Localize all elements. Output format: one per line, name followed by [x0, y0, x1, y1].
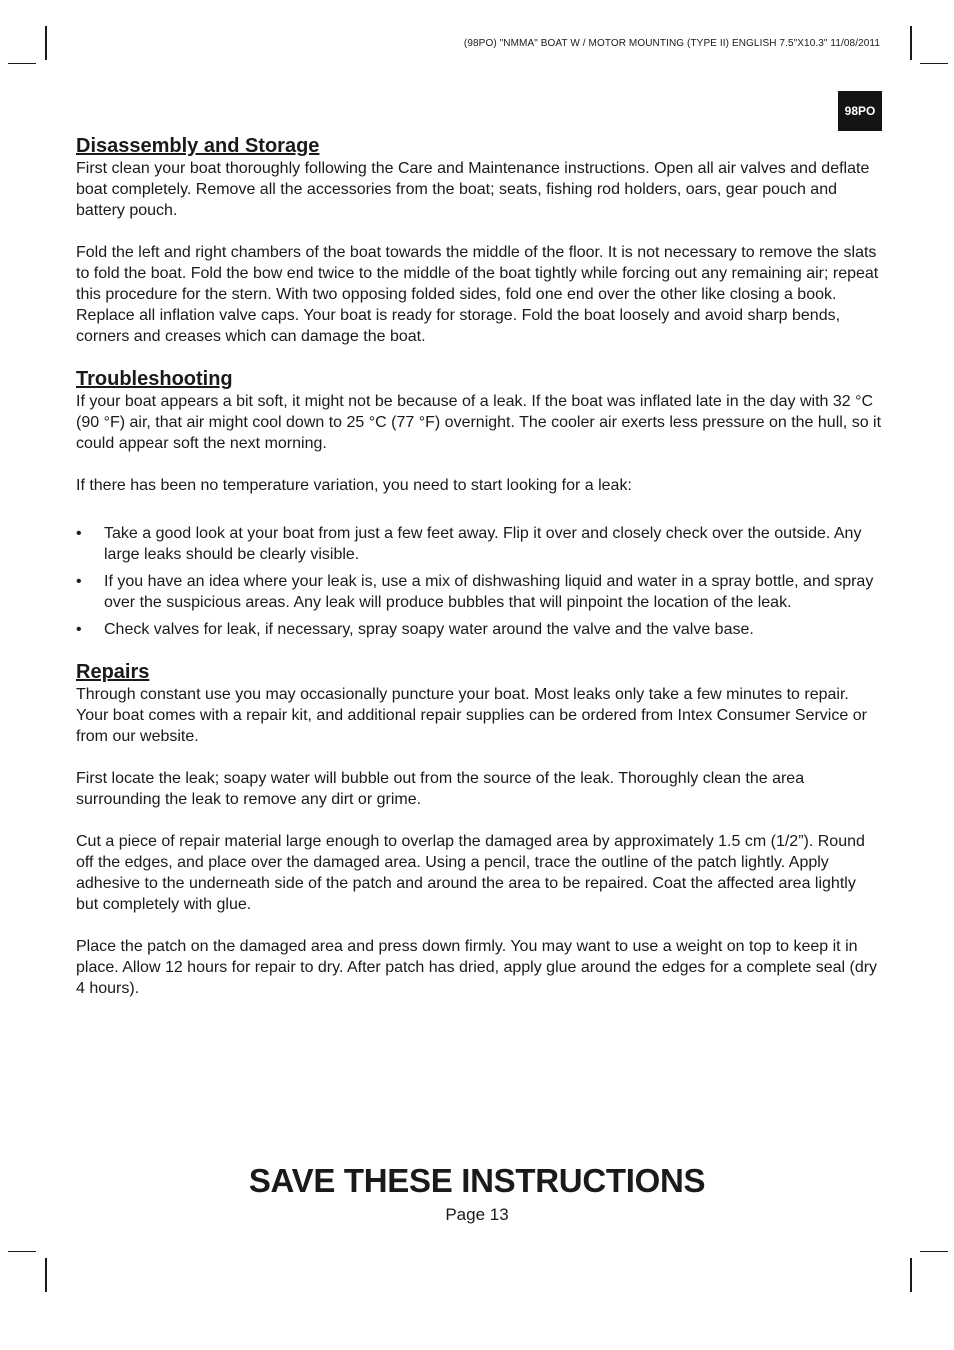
- paragraph: First locate the leak; soapy water will bubble out from the source of the leak. Thoroughly clean the area surrounding the leak to remove any dirt or grime.: [76, 770, 805, 808]
- paragraph: First clean your boat thoroughly following the Care and Maintenance instructions. Open all air valves and deflate boat completely. Remove all the accessories from the boat; seats, fishing rod holders, oars, gear pouch and battery pouch.: [76, 160, 870, 219]
- bullet-icon: •: [76, 525, 82, 542]
- leak-check-list: [76, 523, 882, 640]
- paragraph: Fold the left and right chambers of the boat towards the middle of the floor. It is not necessary to remove the slats to fold the boat. Fold the bow end twice to the middle of the boat tightly while forcing out any remaining air; repeat this procedure for the stern. With two opposing folded sides, fold one end over the other like closing a book. Replace all inflation valve caps. Your boat is ready for storage. Fold the boat loosely and avoid sharp bends, corners and creases which can damage the boat.: [76, 244, 879, 345]
- list-item: [76, 571, 882, 613]
- section-disassembly: [76, 134, 882, 347]
- bullet-icon: •: [76, 573, 82, 590]
- crop-mark: [920, 1251, 948, 1252]
- paragraph: Place the patch on the damaged area and press down firmly. You may want to use a weight on top to keep it in place. Allow 12 hours for repair to dry. After patch has dried, apply glue around the edges for a complete seal (dry 4 hours).: [76, 938, 878, 997]
- section-title-repairs: Repairs: [76, 661, 150, 683]
- document-meta-line: (98PO) "NMMA" BOAT W / MOTOR MOUNTING (TYPE II) ENGLISH 7.5"X10.3" 11/08/2011: [463, 38, 880, 49]
- crop-mark: [8, 1251, 36, 1252]
- crop-mark: [920, 63, 948, 64]
- crop-mark: [8, 63, 36, 64]
- paragraph: If there has been no temperature variation, you need to start looking for a leak:: [76, 477, 632, 494]
- crop-mark: [910, 1258, 912, 1292]
- language-tab: 98PO: [838, 91, 882, 131]
- bullet-icon: •: [76, 621, 82, 638]
- list-item-text: If you have an idea where your leak is, use a mix of dishwashing liquid and water in a spray bottle, and spray over the suspicious areas. Any leak will produce bubbles that will pinpoint the location of the leak.: [104, 573, 874, 611]
- section-title-disassembly: Disassembly and Storage: [76, 135, 320, 157]
- list-item-text: Check valves for leak, if necessary, spray soapy water around the valve and the valve base.: [104, 621, 754, 638]
- save-instructions-title: SAVE THESE INSTRUCTIONS: [248, 1162, 706, 1199]
- paragraph: Through constant use you may occasionally puncture your boat. Most leaks only take a few minutes to repair. Your boat comes with a repair kit, and additional repair supplies can be ordered from Intex Consumer Service or from our website.: [76, 686, 867, 745]
- list-item: [76, 619, 882, 640]
- section-repairs: [76, 660, 882, 999]
- section-title-troubleshooting: Troubleshooting: [76, 368, 233, 390]
- section-troubleshooting: [76, 367, 882, 640]
- crop-mark: [45, 26, 47, 60]
- crop-mark: [910, 26, 912, 60]
- list-item: [76, 523, 882, 565]
- list-item-text: Take a good look at your boat from just a few feet away. Flip it over and closely check over the outside. Any large leaks should be clearly visible.: [104, 525, 862, 563]
- page-content: [76, 134, 882, 1019]
- paragraph: Cut a piece of repair material large enough to overlap the damaged area by approximately 1.5 cm (1/2”). Round off the edges, and place over the damaged area. Using a pencil, trace the outline of the patch lightly. Apply adhesive to the underneath side of the patch and around the area to be repaired. Coat the affected area lightly but completely with glue.: [76, 833, 865, 913]
- crop-mark: [45, 1258, 47, 1292]
- paragraph: If your boat appears a bit soft, it might not be because of a leak. If the boat was inflated late in the day with 32 °C (90 °F) air, that air might cool down to 25 °C (77 °F) overnight. The cooler air exerts less pressure on the hull, so it could appear soft the next morning.: [76, 393, 882, 452]
- page-number: Page 13: [445, 1205, 509, 1224]
